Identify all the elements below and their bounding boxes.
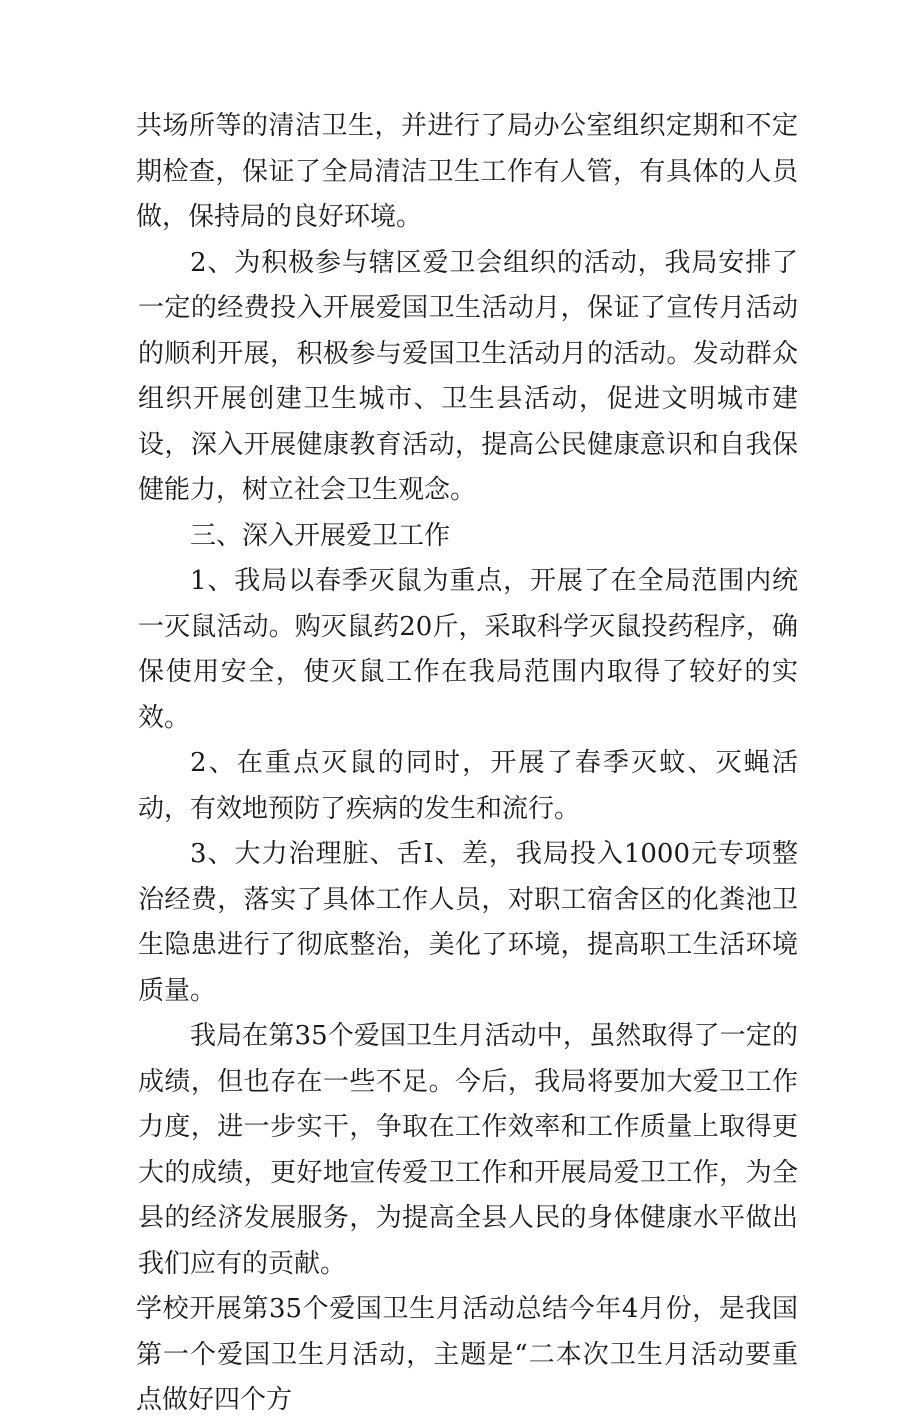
paragraph-mosquito-fly-control: 2、在重点灭鼠的同时，开展了春季灭蚊、灭蝇活动，有效地预防了疾病的发生和流行。 xyxy=(138,748,798,824)
paragraph-activity-month-funding: 2、为积极参与辖区爱卫会组织的活动，我局安排了一定的经费投入开展爱国卫生活动月，保证了宣传月活动的顺利开展，积极参与爱国卫生活动月的活动。发动群众组织开展创建卫生城市、卫生县活动，促进文明城市建设，深入开展健康教育活动，提高公民健康意识和自我保健能力，树立社会卫生观念。 xyxy=(138,247,798,505)
paragraph-school-summary: 学校开展第35个爱国卫生月活动总结今年4月份，是我国第一个爱国卫生月活动，主题是“二本次卫生月活动要重点做好四个方 xyxy=(136,1294,798,1415)
document-body xyxy=(138,104,798,1424)
paragraph-cleaning-inspection: 共场所等的清洁卫生，并进行了局办公室组织定期和不定期检查，保证了全局清洁卫生工作有人管，有具体的人员做，保持局的良好环境。 xyxy=(136,111,798,232)
paragraph-sanitation-funding: 3、大力治理脏、舌I、差，我局投入1000元专项整治经费，落实了具体工作人员，对职工宿舍区的化粪池卫生隐患进行了彻底整治，美化了环境，提高职工生活环境质量。 xyxy=(138,839,798,1006)
section-heading-3: 三、深入开展爱卫工作 xyxy=(190,520,451,551)
paragraph-rodent-control: 1、我局以春季灭鼠为重点，开展了在全局范围内统一灭鼠活动。购灭鼠药20斤，采取科学灭鼠投药程序，确保使用安全，使灭鼠工作在我局范围内取得了较好的实效。 xyxy=(138,566,798,733)
paragraph-conclusion: 我局在第35个爱国卫生月活动中，虽然取得了一定的成绩，但也存在一些不足。今后，我局将要加大爱卫工作力度，进一步实干，争取在工作效率和工作质量上取得更大的成绩，更好地宣传爱卫工作和开展局爱卫工作，为全县的经济发展服务，为提高全县人民的身体健康水平做出我们应有的贡献。 xyxy=(138,1021,798,1279)
